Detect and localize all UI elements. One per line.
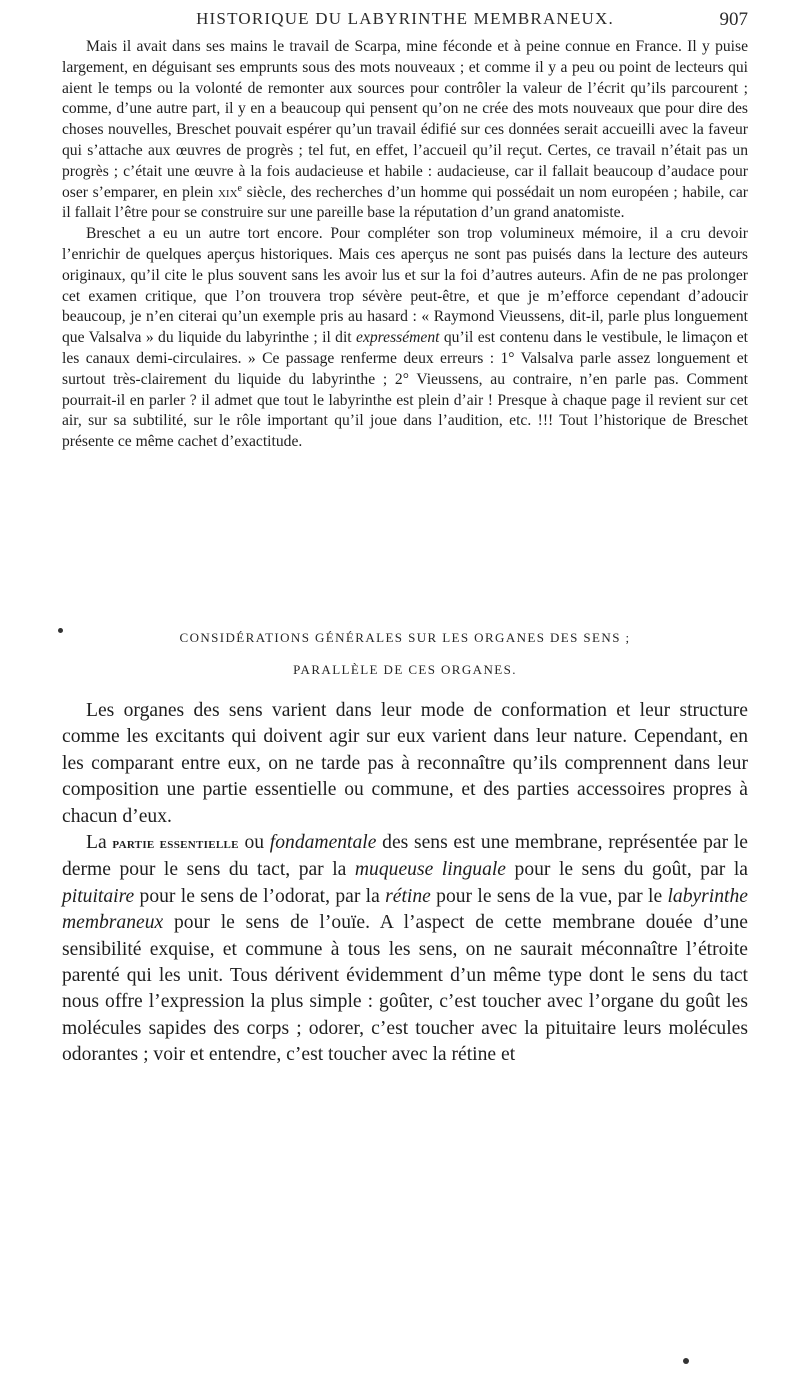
text-run: des sens est une membrane, représentée par le derme pour le sens du tact, par la [62,832,748,881]
text-run: La [86,832,113,854]
century-numeral: xix [217,183,238,201]
text-run: pour le sens de l’odorat, par la [134,885,386,907]
page-header [62,9,748,39]
text-run: pour le sens du goût, par la [506,859,748,881]
printer-mark [683,1358,689,1364]
paragraph-organes: Les organes des sens varient dans leur mode de conformation et leur structure comme les excitants qui doivent agir sur eux varient dans leur nature. Cependant, en les comparant entre eux, on ne tarde pas à reconnaître qu’ils comprennent dans leur composition une partie essentielle ou commune, et des parties accessoires propres à chacun d’eux. [62,700,748,827]
main-text-section [62,698,748,1069]
section-heading [62,622,748,686]
italic-term: pituitaire [62,885,135,907]
paragraph-text: siècle, des recherches d’un homme qui possédait un nom européen ; habile, car il fallait l’être pour se construire sur une pareille base la réputation d’un grand anatomiste. [62,183,749,222]
running-title: HISTORIQUE DU LABYRINTHE MEMBRANEUX. [196,9,614,28]
paragraph-text: qu’il est contenu dans le vestibule, le limaçon et les canaux demi-circulaires. » Ce passage renferme deux erreurs : 1° Valsalva parle assez longuement et surtout très-clairement du liquide du labyrinthe ; 2° Vieussens, au contraire, n’en parle pas. Comment pourrait-il en parler ? il admet que tout le labyrinthe est plein d’air ! Presque à chaque page il revient sur cet air, sur sa subtilité, sur le rôle important qu’il joue dans l’audition, etc. !!! Tout l’historique de Breschet présente ce même cachet d’exactitude. [62,329,748,451]
paragraph-scarpa [62,37,748,224]
italic-term: muqueuse linguale [354,859,507,881]
italic-term: labyrinthe membraneux [62,885,748,934]
paragraph-text: Breschet a eu un autre tort encore. Pour compléter son trop volumineux mémoire, il a cru devoir l’enrichir de quelques aperçus historiques. Mais ces aperçus ne sont pas puisés dans la lecture des auteurs originaux, qu’il cite le plus souvent sans les avoir lus et sur la foi d’autres auteurs. Afin de ne pas prolonger cet examen critique, que l’on trouvera trop sévère peut-être, et que je m’efforce cependant d’adoucir beaucoup, je n’en citerai qu’un exemple pris au hasard : « Raymond Vieussens, dit-il, parle plus longuement que Valsalva » du liquide du labyrinthe ; il dit [62,225,748,347]
century-superscript: e [237,182,243,194]
italic-term: fondamentale [269,832,377,854]
page-number: 907 [719,9,748,30]
paragraph-partie-essentielle [62,830,748,1069]
section-heading-line2: PARALLÈLE DE CES ORGANES. [293,662,517,677]
small-print-section [62,37,748,453]
paragraph-text: Mais il avait dans ses mains le travail de Scarpa, mine féconde et à peine connue en France. Il y puise largement, en déguisant ses emprunts sous des mots nouveaux ; et comme il y a peu ou point de lecteurs qui aient le temps ou la volonté de remonter aux sources pour contrôler la valeur de l’écrit qu’ils parcourent ; comme, d’une autre part, il y en a beaucoup qui pensent qu’on ne crée des mots nouveaux que pour dire des choses nouvelles, Breschet pouvait espérer qu’un travail édifié sur ces données serait accueilli avec la faveur qui s’attache aux œuvres de progrès ; tel fut, en effet, l’accueil qu’il reçut. Certes, ce travail n’était pas un progrès ; c’était une œuvre à la fois audacieuse et habile : audacieuse, car il fallait beaucoup d’audace pour oser s’emparer, en plein [62,38,748,201]
text-run: pour le sens de la vue, par le [430,885,668,907]
italic-word: expressément [356,329,440,347]
text-run: ou [238,832,270,854]
text-run: pour le sens de l’ouïe. A l’aspect de cette membrane douée d’une sensibilité exquise, et commune à tous les sens, on ne saurait méconnaître l’étroite parenté qui les unit. Tous dérivent évidemment d’un même type dont le sens du tact nous offre l’expression la plus simple : goûter, c’est toucher avec l’organe du goût les molécules sapides des corps ; odorer, c’est toucher avec la pituitaire leurs molécules odorantes ; voir et entendre, c’est toucher avec la rétine et [62,912,748,1066]
paragraph-breschet [62,224,748,453]
small-caps-term: partie essentielle [112,835,239,853]
italic-term: rétine [385,885,431,907]
section-heading-line1: CONSIDÉRATIONS GÉNÉRALES SUR LES ORGANES DES SENS ; [179,630,631,645]
